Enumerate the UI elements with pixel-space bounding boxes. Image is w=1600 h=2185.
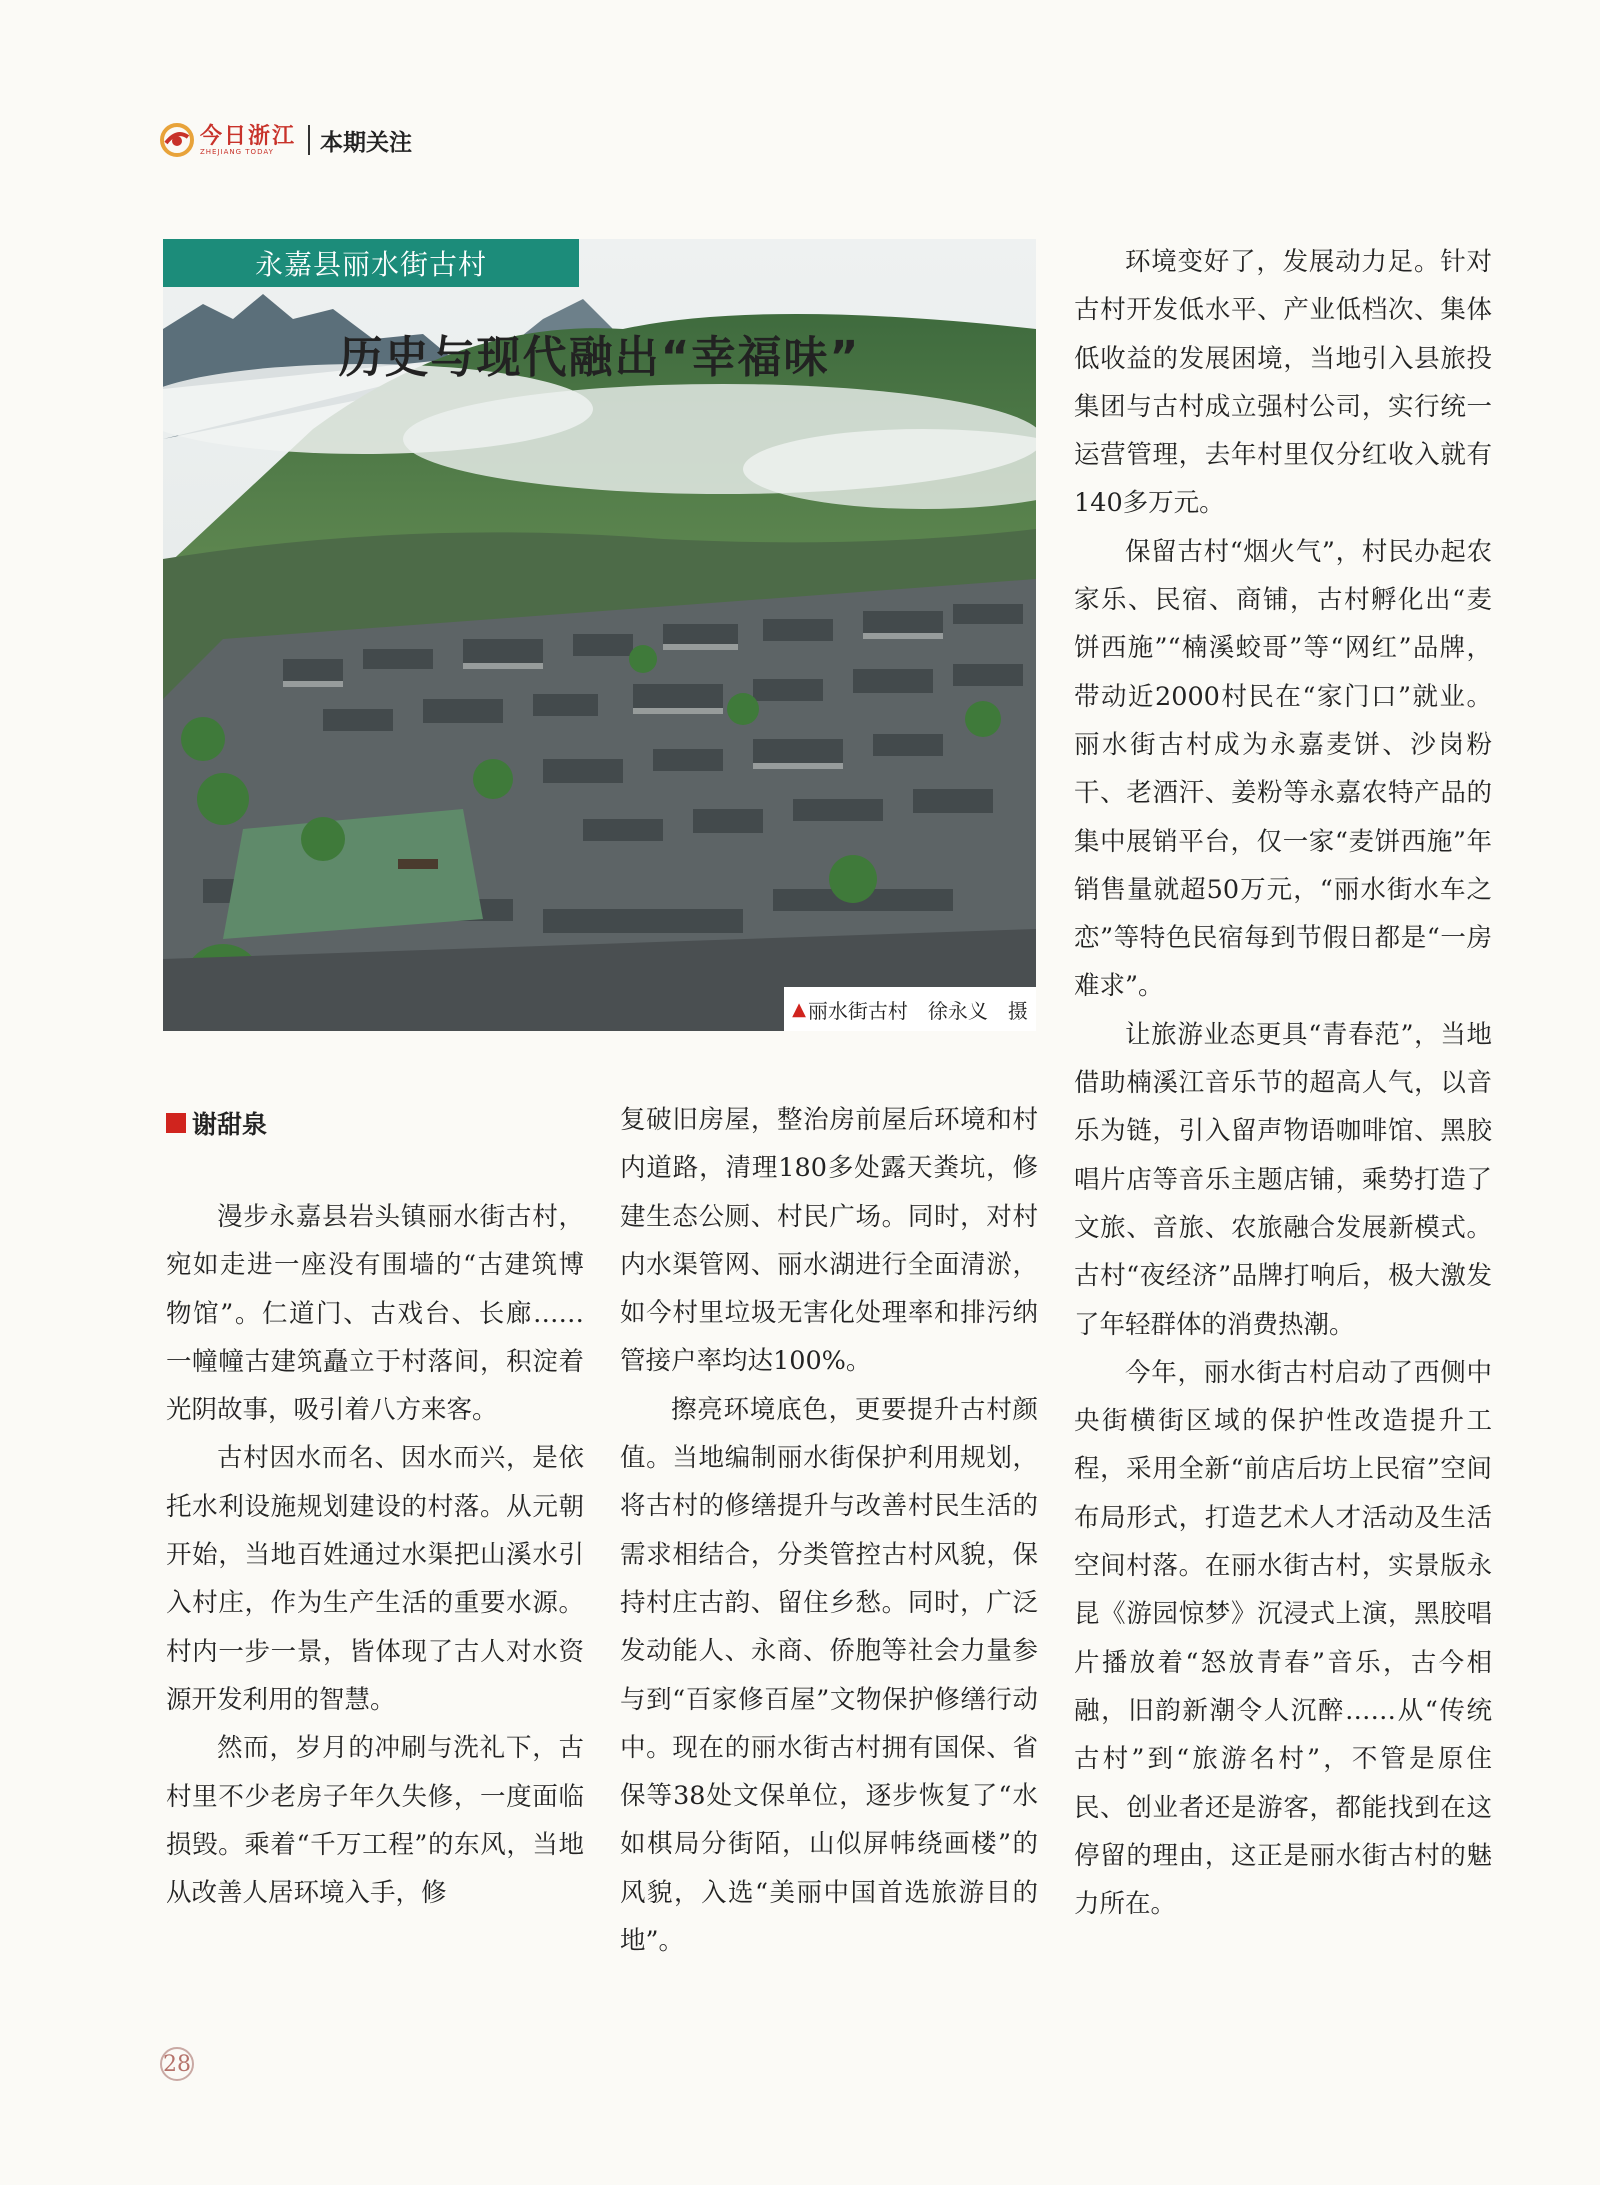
paragraph: 复破旧房屋，整治房前屋后环境和村内道路，清理180多处露天粪坑，修建生态公厕、村民广场。同时，对村内水渠管网、丽水湖进行全面清淤，如今村里垃圾无害化处理率和排污纳管接户率均达100%。 [620,1105,1038,1377]
paragraph: 然而，岁月的冲刷与洗礼下，古村里不少老房子年久失修，一度面临损毁。乘着“千万工程”的东风，当地从改善人居环境入手，修 [166,1733,584,1909]
logo-text [200,122,297,156]
photo-caption [784,987,1036,1031]
header-divider [308,125,310,155]
text-column-3 [1074,238,1492,1928]
village-aerial-photo [163,239,1036,1031]
text-column-2 [620,1096,1038,1965]
paragraph: 环境变好了，发展动力足。针对古村开发低水平、产业低档次、集体低收益的发展困境，当地引入县旅投集团与古村成立强村公司，实行统一运营管理，去年村里仅分红收入就有140多万元。 [1074,247,1492,519]
paragraph: 让旅游业态更具“青春范”，当地借助楠溪江音乐节的超高人气，以音乐为链，引入留声物语咖啡馆、黑胶唱片店等音乐主题店铺，乘势打造了文旅、音旅、农旅融合发展新模式。古村“夜经济”品牌打响后，极大激发了年轻群体的消费热潮。 [1074,1019,1492,1340]
paragraph: 保留古村“烟火气”，村民办起农家乐、民宿、商铺，古村孵化出“麦饼西施”“楠溪蛟哥”等“网红”品牌，带动近2000村民在“家门口”就业。丽水街古村成为永嘉麦饼、沙岗粉干、老酒汗、姜粉等永嘉农特产品的集中展销平台，仅一家“麦饼西施”年销售量就超50万元，“丽水街水车之恋”等特色民宿每到节假日都是“一房难求”。 [1074,536,1492,1002]
paragraph: 今年，丽水街古村启动了西侧中央街横街区域的保护性改造提升工程，采用全新“前店后坊上民宿”空间布局形式，打造艺术人才活动及生活空间村落。在丽水街古村，实景版永昆《游园惊梦》沉浸式上演，黑胶唱片播放着“怒放青春”音乐，古今相融，旧韵新潮令人沉醉……从“传统古村”到“旅游名村”，不管是原住民、创业者还是游客，都能找到在这停留的理由，这正是丽水街古村的魅力所在。 [1074,1357,1492,1920]
paragraph: 漫步永嘉县岩头镇丽水街古村，宛如走进一座没有围墙的“古建筑博物馆”。仁道门、古戏台、长廊……一幢幢古建筑矗立于村落间，积淀着光阴故事，吸引着八方来客。 [166,1202,584,1426]
village-tag: 永嘉县丽水街古村 [163,239,579,287]
caption-text: 丽水街古村 徐永义 摄 [807,998,1028,1023]
caption-triangle-icon: ▲ [792,998,806,1020]
section-title: 本期关注 [320,129,413,156]
logo-en: ZHEJIANG TODAY [200,147,274,156]
author-square-icon [166,1113,186,1133]
paragraph: 擦亮环境底色，更要提升古村颜值。当地编制丽水街保护利用规划，将古村的修缮提升与改善村民生活的需求相结合，分类管控古村风貌，保持村庄古韵、留住乡愁。同时，广泛发动能人、永商、侨胞等社会力量参与到“百家修百屋”文物保护修缮行动中。现在的丽水街古村拥有国保、省保等38处文保单位，逐步恢复了“水如棋局分街陌，山似屏帏绕画楼”的风貌，入选“美丽中国首选旅游目的地”。 [620,1394,1038,1957]
page-number: 28 [160,2047,194,2081]
author-byline [166,1105,267,1141]
text-column-1 [166,1193,584,1917]
logo-cn: 今日浙江 [200,122,297,149]
article-headline: 历史与现代融出“幸福味” [338,332,861,383]
masthead [160,120,412,160]
author-name: 谢甜泉 [192,1110,268,1139]
paragraph: 古村因水而名、因水而兴，是依托水利设施规划建设的村落。从元朝开始，当地百姓通过水渠把山溪水引入村庄，作为生产生活的重要水源。村内一步一景，皆体现了古人对水资源开发利用的智慧。 [166,1443,584,1715]
zhejiang-today-logo-icon [160,123,194,157]
